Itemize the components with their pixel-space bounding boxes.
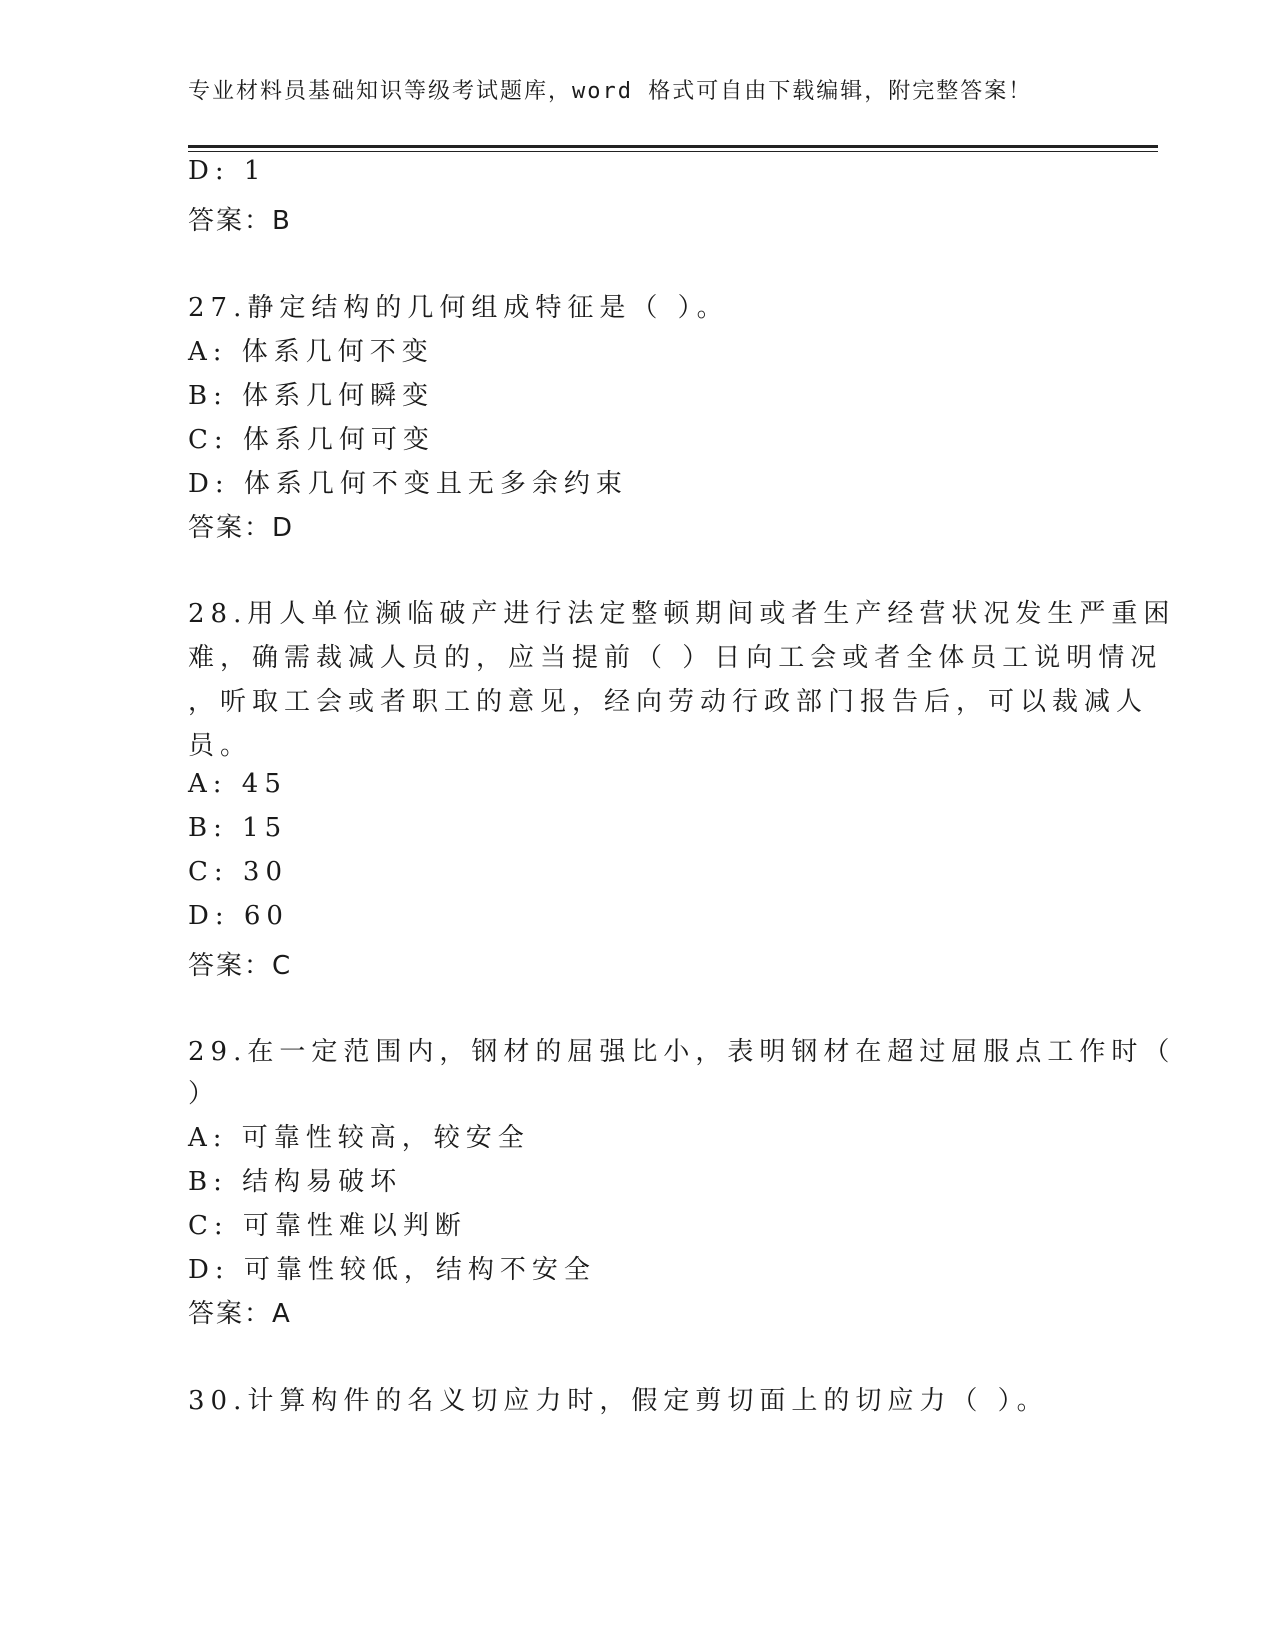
q27-option-d: D: 体系几何不变且无多余约束 <box>188 469 628 499</box>
prev-answer: 答案：B <box>188 206 292 236</box>
q28-option-d: D: 60 <box>188 901 289 931</box>
page-header: 专业材料员基础知识等级考试题库，word 格式可自由下载编辑，附完整答案！ <box>188 79 1033 104</box>
q29-answer: 答案：A <box>188 1299 292 1329</box>
q27-option-a: A: 体系几何不变 <box>188 337 434 367</box>
q27-stem: 27.静定结构的几何组成特征是（ ）。 <box>188 293 729 323</box>
prev-option-d: D: 1 <box>188 156 267 186</box>
q29-option-c: C: 可靠性难以判断 <box>188 1211 467 1241</box>
q28-option-a: A: 45 <box>188 769 287 799</box>
q29-stem-line-1: 29.在一定范围内，钢材的屈强比小，表明钢材在超过屈服点工作时（ <box>188 1037 1176 1067</box>
q28-answer: 答案：C <box>188 951 293 981</box>
q29-option-a: A: 可靠性较高，较安全 <box>188 1123 530 1153</box>
q29-stem-line-2: ） <box>188 1079 221 1109</box>
q28-stem-line-4: 员。 <box>188 731 253 761</box>
q28-stem-line-3: ，听取工会或者职工的意见，经向劳动行政部门报告后，可以裁减人 <box>188 687 1149 717</box>
q27-option-b: B: 体系几何瞬变 <box>188 381 435 411</box>
q28-option-c: C: 30 <box>188 857 289 887</box>
header-rule-thin <box>188 151 1158 152</box>
q28-option-b: B: 15 <box>188 813 288 843</box>
q29-option-d: D: 可靠性较低，结构不安全 <box>188 1255 596 1285</box>
header-rule-thick <box>188 145 1158 148</box>
q28-stem-line-1: 28.用人单位濒临破产进行法定整顿期间或者生产经营状况发生严重困 <box>188 599 1176 629</box>
q29-option-b: B: 结构易破坏 <box>188 1167 403 1197</box>
q28-stem-line-2: 难，确需裁减人员的，应当提前（ ）日向工会或者全体员工说明情况 <box>188 643 1163 673</box>
q27-option-c: C: 体系几何可变 <box>188 425 435 455</box>
q27-answer: 答案：D <box>188 513 295 543</box>
q30-stem: 30.计算构件的名义切应力时，假定剪切面上的切应力（ ）。 <box>188 1386 1049 1416</box>
